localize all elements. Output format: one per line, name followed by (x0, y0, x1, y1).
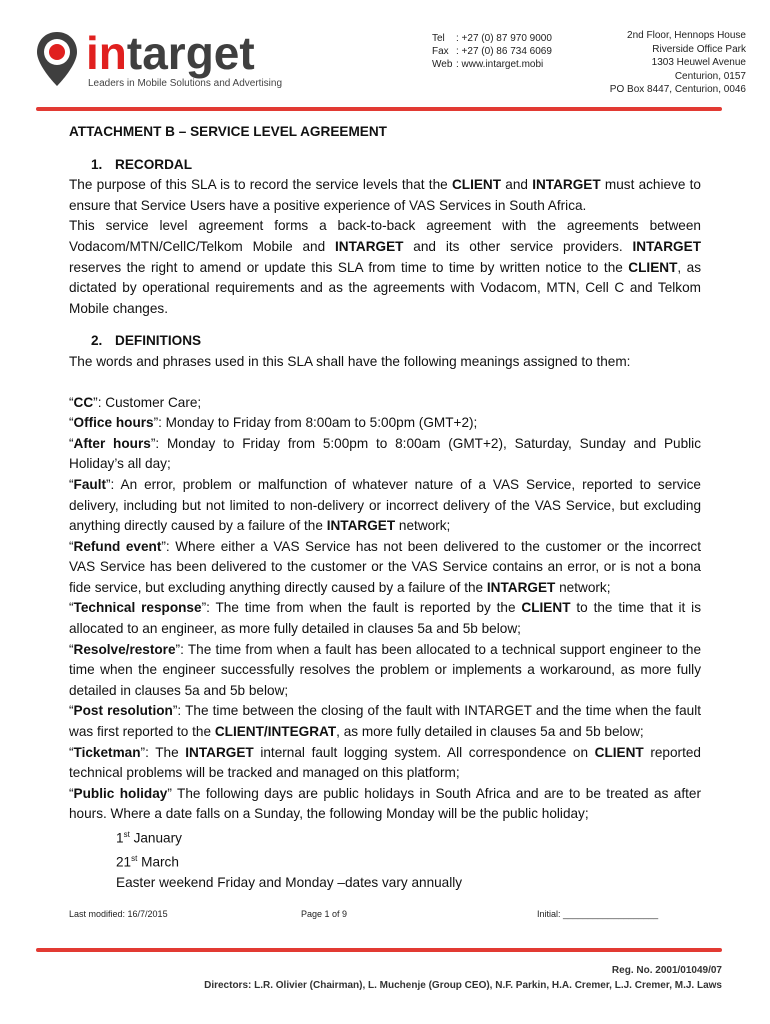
fax-value: : +27 (0) 86 734 6069 (456, 46, 552, 57)
web-label: Web (432, 59, 453, 70)
header-divider (36, 107, 722, 111)
paragraph-definitions-intro: The words and phrases used in this SLA shall have the following meanings assigned to them: (69, 353, 631, 369)
definition-ticketman: “Ticketman”: The INTARGET internal fault logging system. All correspondence on CLIENT reported technical problems will be tracked and managed on this platform; (69, 744, 701, 781)
initial-field: Initial: ___________________ (537, 909, 659, 919)
definition-cc: “CC”: Customer Care; (69, 394, 202, 410)
holiday-item: 1st January (116, 830, 182, 846)
document-title: ATTACHMENT B – SERVICE LEVEL AGREEMENT (69, 124, 387, 139)
footer-divider (36, 948, 722, 952)
definition-refund-event: “Refund event”: Where either a VAS Service has not been delivered to the customer or the incorrect VAS Service has been delivered to the customer or the VAS Service contains an error, or is not a bona fide service, but excluding anything directly caused by a failure of the INTARGET network; (69, 538, 701, 595)
section-heading-definitions: 2. DEFINITIONS (91, 333, 202, 349)
brand-wordmark: intarget (86, 27, 255, 79)
address-line: 1303 Heuwel Avenue (651, 57, 746, 68)
address-line: Centurion, 0157 (674, 70, 746, 82)
location-pin-icon (34, 30, 80, 88)
address-line: 2nd Floor, Hennops House (627, 30, 746, 41)
document-body (69, 122, 701, 894)
fax-label: Fax (432, 46, 449, 57)
address-line: Riverside Office Park (652, 43, 746, 55)
section-heading-recordal: 1. RECORDAL (91, 156, 193, 172)
paragraph-back-to-back: This service level agreement forms a back-to-back agreement with the agreements between Vodacom/MTN/CellC/Telkom Mobile and INTARGET and its other service providers. INTARGET reserves the right to amend or update this SLA from time to time by written notice to the CLIENT, as dictated by operational requirements and as the agreements with Vodacom, MTN, Cell C and Telkom Mobile changes. (69, 218, 701, 316)
company-logo (34, 27, 294, 92)
web-value: : www.intarget.mobi (456, 59, 544, 70)
address-line: PO Box 8447, Centurion, 0046 (609, 84, 746, 95)
directors-list: Directors: L.R. Olivier (Chairman), L. Muchenje (Group CEO), N.F. Parkin, H.A. Cremer, L.J. Cremer, M.J. Laws (204, 980, 722, 991)
holiday-item: Easter weekend Friday and Monday –dates vary annually (116, 875, 463, 891)
holiday-item: 21st March (116, 854, 179, 870)
definition-after-hours: “After hours”: Monday to Friday from 5:00pm to 8:00am (GMT+2), Saturday, Sunday and Public Holiday’s all day; (69, 435, 701, 472)
postal-address (610, 29, 746, 97)
registration-number: Reg. No. 2001/01049/07 (611, 965, 722, 976)
tel-label: Tel (432, 33, 445, 44)
brand-tagline: Leaders in Mobile Solutions and Advertising (88, 78, 283, 89)
last-modified: Last modified: 16/7/2015 (69, 909, 168, 919)
definition-fault: “Fault”: An error, problem or malfunction of whatever nature of a VAS Service, reported to service delivery, including but not limited to non-delivery or incorrect delivery of the VAS Service, but excluding anything directly caused by a failure of the INTARGET network; (69, 476, 701, 534)
definition-office-hours: “Office hours”: Monday to Friday from 8:00am to 5:00pm (GMT+2); (69, 415, 478, 431)
tel-value: : +27 (0) 87 970 9000 (456, 33, 552, 44)
definition-post-resolution: “Post resolution”: The time between the closing of the fault with INTARGET and the time when the fault was first reported to the CLIENT/INTEGRAT, as more fully detailed in clauses 5a and 5b below; (69, 703, 701, 740)
definition-resolve-restore: “Resolve/restore”: The time from when a fault has been allocated to a technical support engineer to the time when the engineer successfully resolves the problem or implements a workaround, as more fully detailed in clauses 5a and 5b below; (69, 641, 701, 698)
paragraph-purpose: The purpose of this SLA is to record the service levels that the CLIENT and INTARGET must achieve to ensure that Service Users have a positive experience of VAS Services in South Africa. (69, 177, 701, 213)
contact-details (432, 32, 552, 71)
definition-technical-response: “Technical response”: The time from when the fault is reported by the CLIENT to the time that it is allocated to an engineer, as more fully detailed in clauses 5a and 5b below; (69, 600, 701, 637)
page-number: Page 1 of 9 (301, 909, 348, 919)
definition-public-holiday: “Public holiday” The following days are public holidays in South Africa and are to be treated as after hours. Where a date falls on a Sunday, the following Monday will be the public holiday; (69, 785, 701, 822)
